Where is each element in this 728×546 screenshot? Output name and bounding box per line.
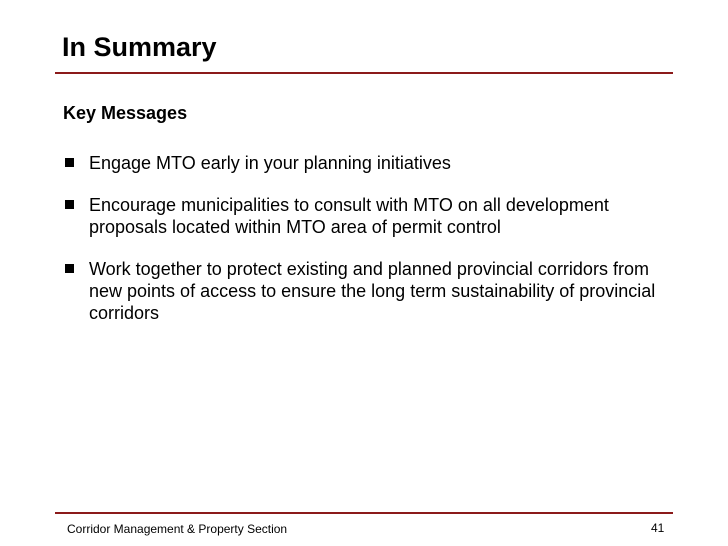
bullet-list [63, 152, 663, 344]
footer-divider [55, 512, 673, 514]
subheading: Key Messages [63, 103, 188, 123]
bullet-item [63, 258, 663, 324]
footer-section-name: Corridor Management & Property Section [67, 522, 288, 536]
bullet-text: Encourage municipalities to consult with MTO on all development proposals located within MTO area of permit control [89, 195, 609, 237]
square-bullet-icon [65, 158, 74, 167]
title-divider [55, 72, 673, 74]
square-bullet-icon [65, 264, 74, 273]
bullet-text: Work together to protect existing and planned provincial corridors from new points of access to ensure the long term sustainability of provincial corridors [89, 259, 656, 323]
bullet-item [63, 194, 663, 238]
bullet-item [63, 152, 663, 174]
slide-title: In Summary [62, 32, 217, 62]
square-bullet-icon [65, 200, 74, 209]
page-number: 41 [651, 521, 665, 535]
bullet-text: Engage MTO early in your planning initiatives [89, 153, 451, 173]
